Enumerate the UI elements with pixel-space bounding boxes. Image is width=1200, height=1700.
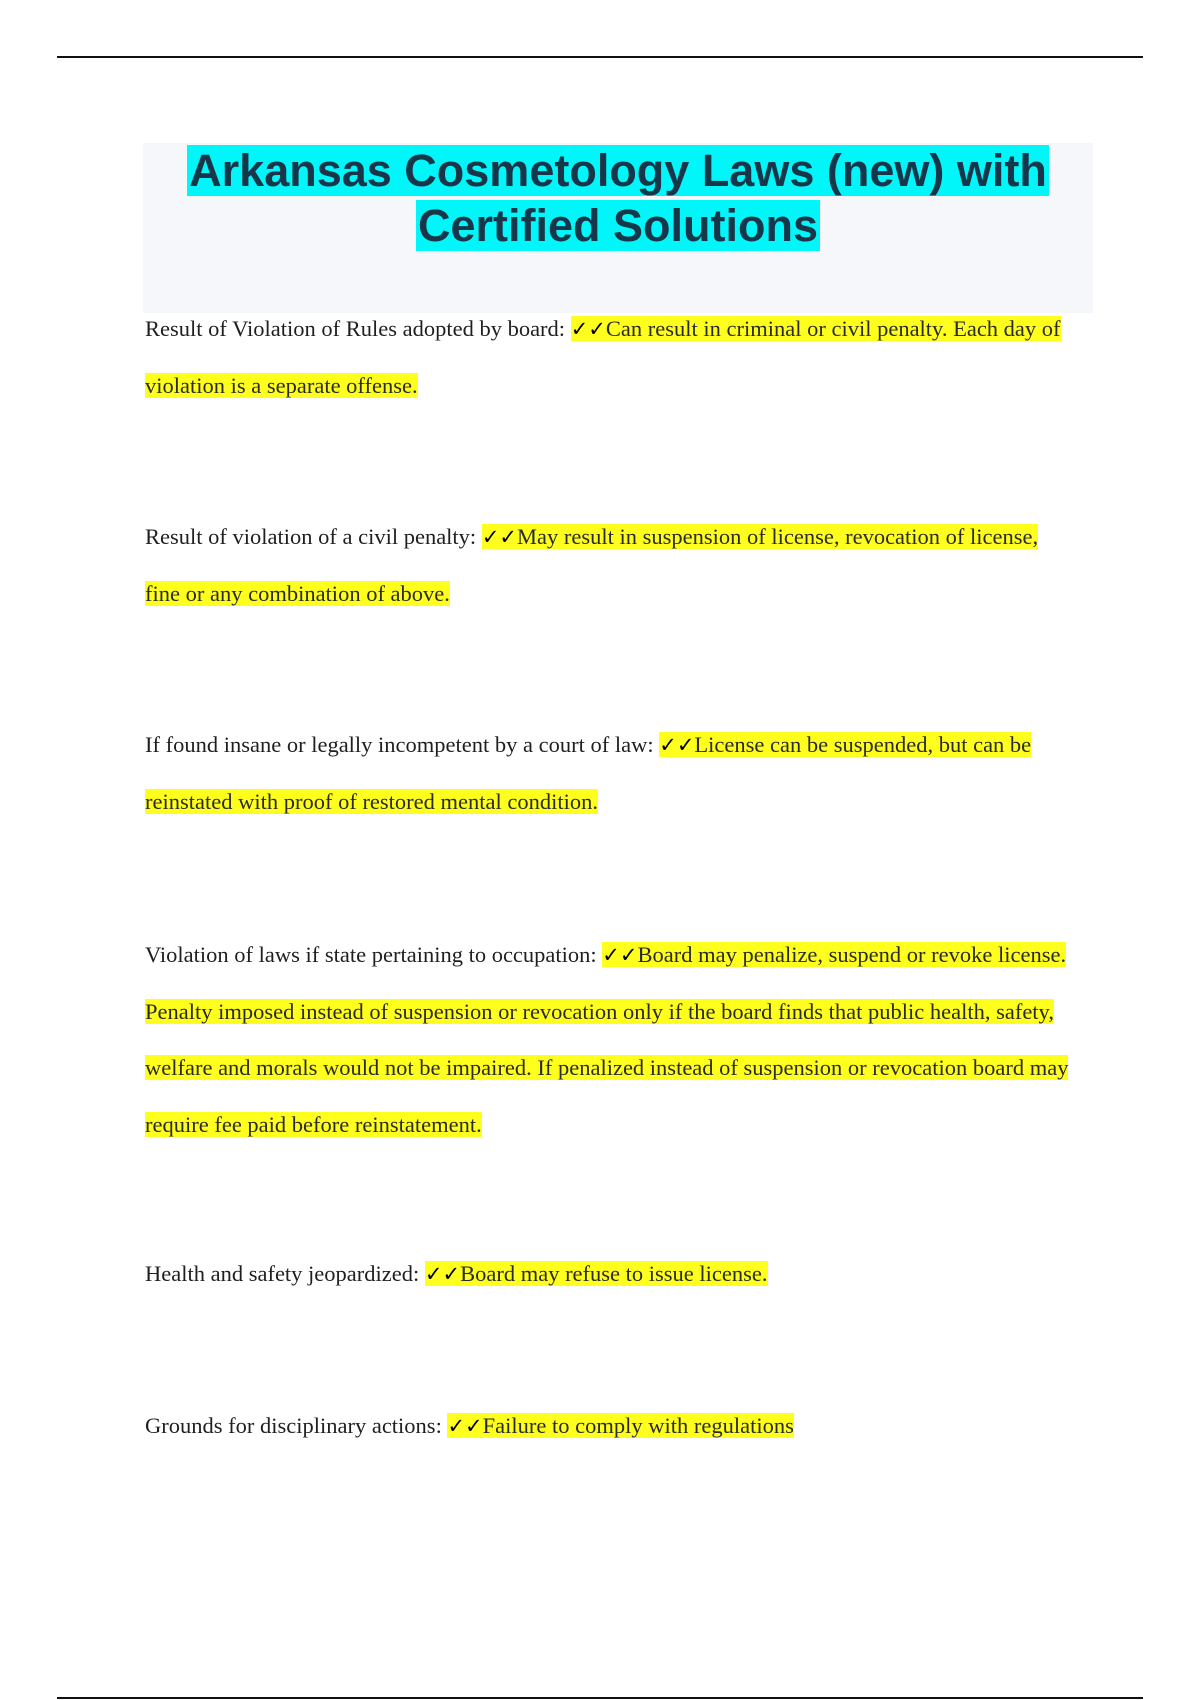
double-check-icon: ✓✓ bbox=[659, 733, 695, 757]
qa-entry bbox=[145, 927, 1075, 1153]
title-line-1: Arkansas Cosmetology Laws (new) with bbox=[189, 145, 1047, 196]
double-check-icon: ✓✓ bbox=[424, 1262, 461, 1286]
qa-entry bbox=[145, 1398, 1075, 1455]
double-check-icon: ✓✓ bbox=[481, 525, 518, 549]
double-check-icon: ✓✓ bbox=[602, 943, 638, 967]
title-line-2: Certified Solutions bbox=[417, 200, 818, 251]
answer-text: License can be suspended, but can be reinstated with proof of restored mental condition. bbox=[145, 732, 1032, 814]
question-text: Grounds for disciplinary actions: bbox=[145, 1413, 442, 1438]
answer-text: May result in suspension of license, revocation of license, fine or any combination of above. bbox=[145, 524, 1039, 606]
answer-highlight bbox=[425, 1261, 768, 1286]
qa-entry bbox=[145, 509, 1075, 622]
question-text: Result of violation of a civil penalty: bbox=[145, 524, 477, 549]
top-divider bbox=[57, 56, 1143, 58]
answer-text: Board may refuse to issue license. bbox=[460, 1261, 768, 1286]
question-text: If found insane or legally incompetent by a court of law: bbox=[145, 732, 654, 757]
answer-text: Board may penalize, suspend or revoke license. Penalty imposed instead of suspension or revocation only if the board finds that public health, safety, welfare and morals would not be impaired. If penalized instead of suspension or revocation board may require fee paid before reinstatement. bbox=[145, 942, 1069, 1137]
double-check-icon: ✓✓ bbox=[570, 317, 606, 341]
question-text: Health and safety jeopardized: bbox=[145, 1261, 420, 1286]
qa-entry bbox=[145, 301, 1075, 414]
question-text: Violation of laws if state pertaining to occupation: bbox=[145, 942, 597, 967]
double-check-icon: ✓✓ bbox=[447, 1414, 483, 1438]
answer-highlight bbox=[447, 1413, 793, 1438]
answer-text: Failure to comply with regulations bbox=[482, 1413, 794, 1438]
question-text: Result of Violation of Rules adopted by board: bbox=[145, 316, 566, 341]
answer-highlight bbox=[145, 942, 1068, 1137]
qa-entry bbox=[145, 717, 1075, 830]
qa-entry bbox=[145, 1246, 1075, 1303]
answer-text: Can result in criminal or civil penalty. Each day of violation is a separate offense. bbox=[145, 316, 1061, 398]
document-title bbox=[143, 143, 1093, 253]
bottom-divider bbox=[57, 1697, 1143, 1699]
